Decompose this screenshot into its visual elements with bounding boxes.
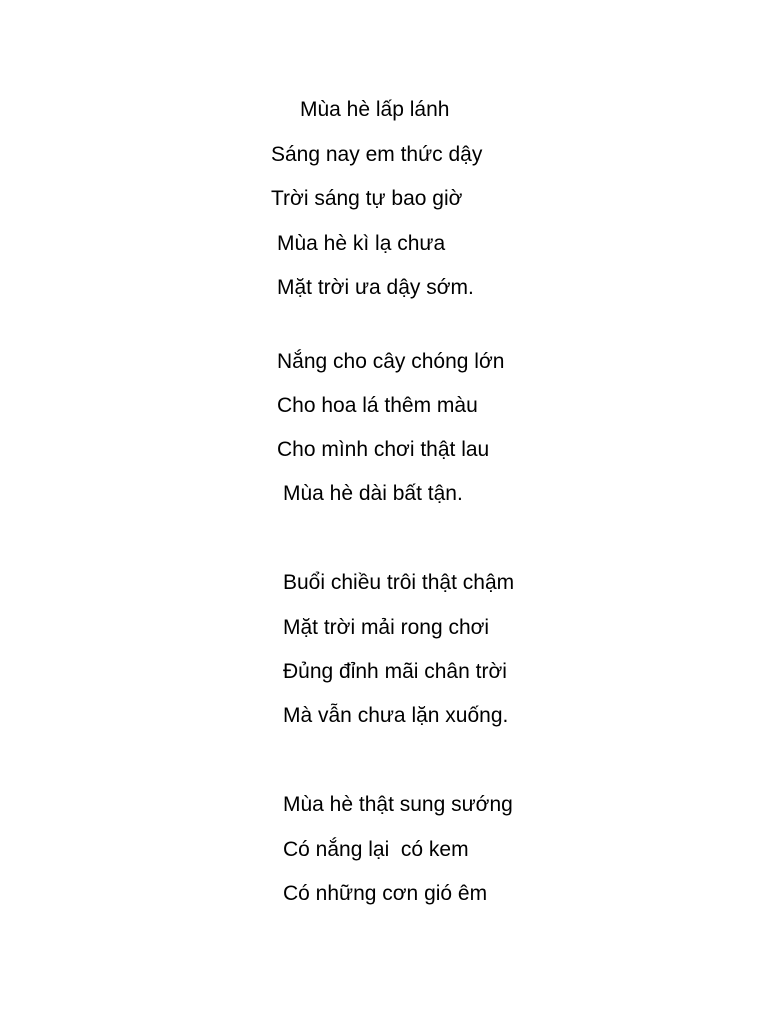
poem-line: Nắng cho cây chóng lớn xyxy=(277,350,505,373)
poem-line: Mặt trời mải rong chơi xyxy=(283,616,490,639)
poem-line: Mặt trời ưa dậy sớm. xyxy=(277,276,474,299)
poem-line: Trời sáng tự bao giờ xyxy=(271,187,463,210)
poem-line: Cho hoa lá thêm màu xyxy=(277,394,478,417)
poem-line: Có nắng lại có kem xyxy=(283,838,469,861)
poem-line: Cho mình chơi thật lau xyxy=(277,438,490,461)
poem-title: Mùa hè lấp lánh xyxy=(300,98,450,121)
poem-line: Sáng nay em thức dậy xyxy=(271,143,483,166)
poem-line: Buổi chiều trôi thật chậm xyxy=(283,571,515,594)
poem-line: Mà vẫn chưa lặn xuống. xyxy=(283,704,509,727)
poem-line: Mùa hè kì lạ chưa xyxy=(277,232,446,255)
poem-line: Có những cơn gió êm xyxy=(283,882,488,905)
poem-line: Mùa hè dài bất tận. xyxy=(283,482,463,505)
poem-line: Đủng đỉnh mãi chân trời xyxy=(283,660,507,683)
poem-line: Mùa hè thật sung sướng xyxy=(283,793,513,816)
